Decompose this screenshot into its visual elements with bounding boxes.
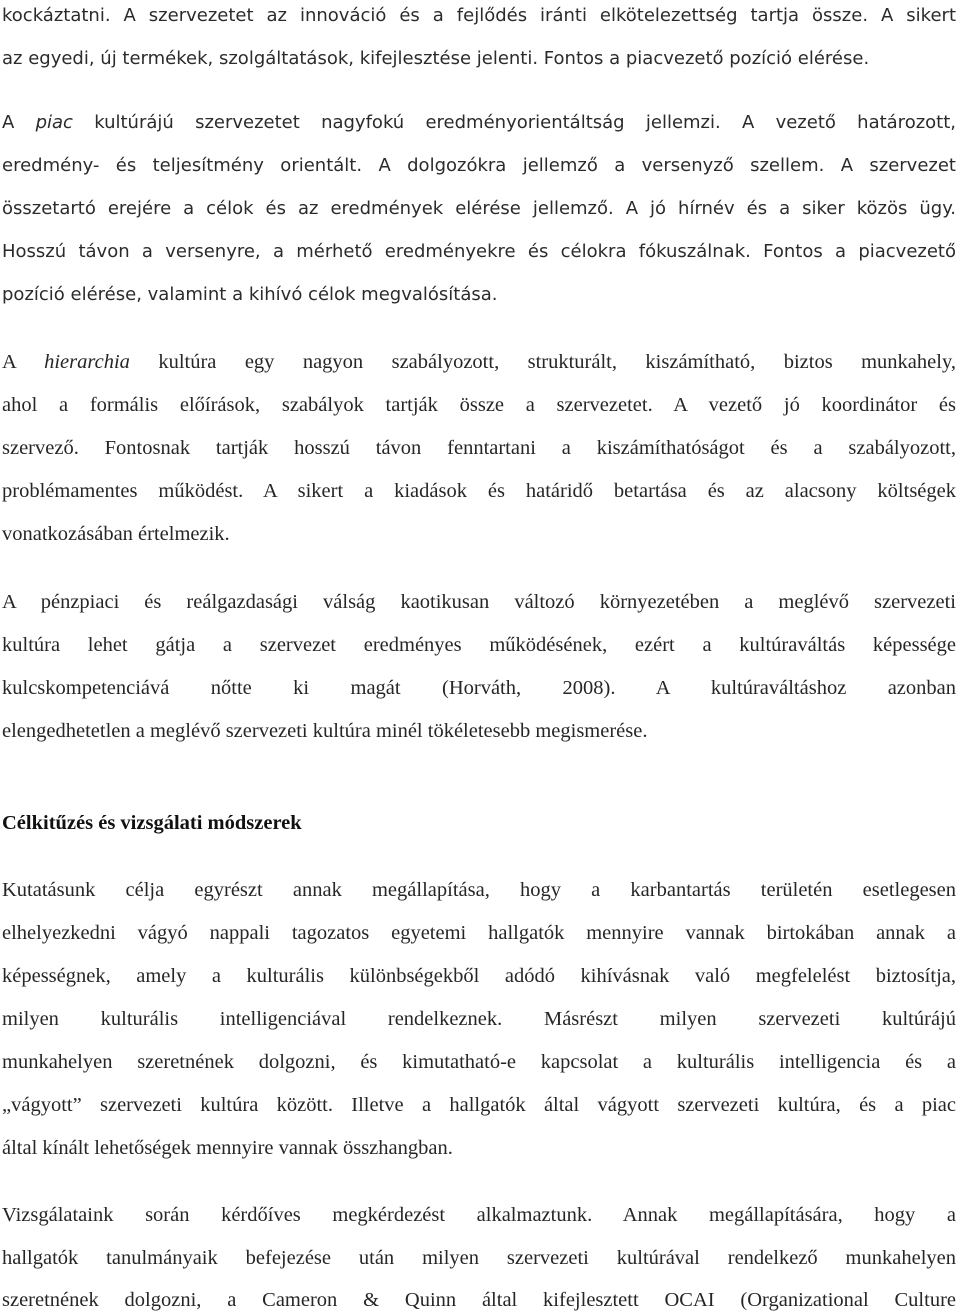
- document-page: [2, 0, 956, 1315]
- text-line: képességnek, amely a kulturális különbségekből adódó kihívásnak való megfelelést biztosítja,: [2, 965, 956, 987]
- text-line: Kutatásunk célja egyrészt annak megállapítása, hogy a karbantartás területén esetlegesen: [2, 879, 956, 901]
- paragraph-lead-rest: kultúrájú szervezetet nagyfokú eredményorientáltság jellemzi. A vezető határozott,: [72, 112, 956, 133]
- text-line: A pénzpiaci és reálgazdasági válság kaotikusan változó környezetében a meglévő szervezeti: [2, 591, 956, 613]
- text-line: milyen kulturális intelligenciával rendelkeznek. Másrészt milyen szervezeti kultúrájú: [2, 1008, 956, 1030]
- text-line: Hosszú távon a versenyre, a mérhető eredményekre és célokra fókuszálnak. Fontos a piacvezető: [2, 241, 956, 262]
- paragraph-lead-rest: kultúra egy nagyon szabályozott, strukturált, kiszámítható, biztos munkahely,: [129, 351, 956, 373]
- paragraph-lead: A: [2, 112, 36, 133]
- text-line: „vágyott” szervezeti kultúra között. Illetve a hallgatók által vágyott szervezeti kultúra, és a piac: [2, 1094, 956, 1116]
- text-line: szervező. Fontosnak tartják hosszú távon fenntartani a kiszámíthatóságot és a szabályozott,: [2, 437, 956, 459]
- text-line: által kínált lehetőségek mennyire vannak összhangban.: [2, 1137, 453, 1159]
- text-line: kockáztatni. A szervezetet az innováció és a fejlődés iránti elkötelezettség tartja össze. A sikert: [2, 5, 956, 26]
- section-heading: Célkitűzés és vizsgálati módszerek: [2, 812, 302, 834]
- text-line: vonatkozásában értelmezik.: [2, 523, 230, 545]
- text-line: elhelyezkedni vágyó nappali tagozatos egyetemi hallgatók mennyire vannak birtokában annak a: [2, 922, 956, 944]
- text-line: eredmény- és teljesítmény orientált. A dolgozókra jellemző a versenyző szellem. A szervezet: [2, 155, 956, 176]
- text-line: Vizsgálataink során kérdőíves megkérdezést alkalmaztunk. Annak megállapítására, hogy a: [2, 1204, 956, 1226]
- text-line: munkahelyen szeretnének dolgozni, és kimutatható-e kapcsolat a kulturális intelligencia és a: [2, 1051, 956, 1073]
- text-line: pozíció elérése, valamint a kihívó célok megvalósítása.: [2, 284, 498, 305]
- text-line: hallgatók tanulmányaik befejezése után milyen szervezeti kultúrával rendelkező munkahelyen: [2, 1247, 956, 1269]
- text-line: elengedhetetlen a meglévő szervezeti kultúra minél tökéletesebb megismerése.: [2, 720, 648, 742]
- term-piac: piac: [35, 112, 73, 133]
- text-line: szeretnének dolgozni, a Cameron & Quinn által kifejlesztett OCAI (Organizational Culture: [2, 1289, 956, 1311]
- paragraph-first-line: [2, 109, 956, 137]
- text-line: összetartó erejére a célok és az eredmények elérése jellemző. A jó hírnév és a siker közös ügy.: [2, 198, 956, 219]
- term-hierarchia: hierarchia: [44, 351, 130, 373]
- paragraph-first-line: [2, 348, 956, 376]
- text-line: ahol a formális előírások, szabályok tartják össze a szervezetet. A vezető jó koordinátor és: [2, 394, 956, 416]
- text-line: az egyedi, új termékek, szolgáltatások, kifejlesztése jelenti. Fontos a piacvezető pozíció elérése.: [2, 48, 870, 69]
- text-line: problémamentes működést. A sikert a kiadások és határidő betartása és az alacsony költségek: [2, 480, 956, 502]
- text-line: kulcskompetenciává nőtte ki magát (Horváth, 2008). A kultúraváltáshoz azonban: [2, 677, 956, 699]
- text-line: kultúra lehet gátja a szervezet eredményes működésének, ezért a kultúraváltás képessége: [2, 634, 956, 656]
- paragraph-lead: A: [2, 351, 45, 373]
